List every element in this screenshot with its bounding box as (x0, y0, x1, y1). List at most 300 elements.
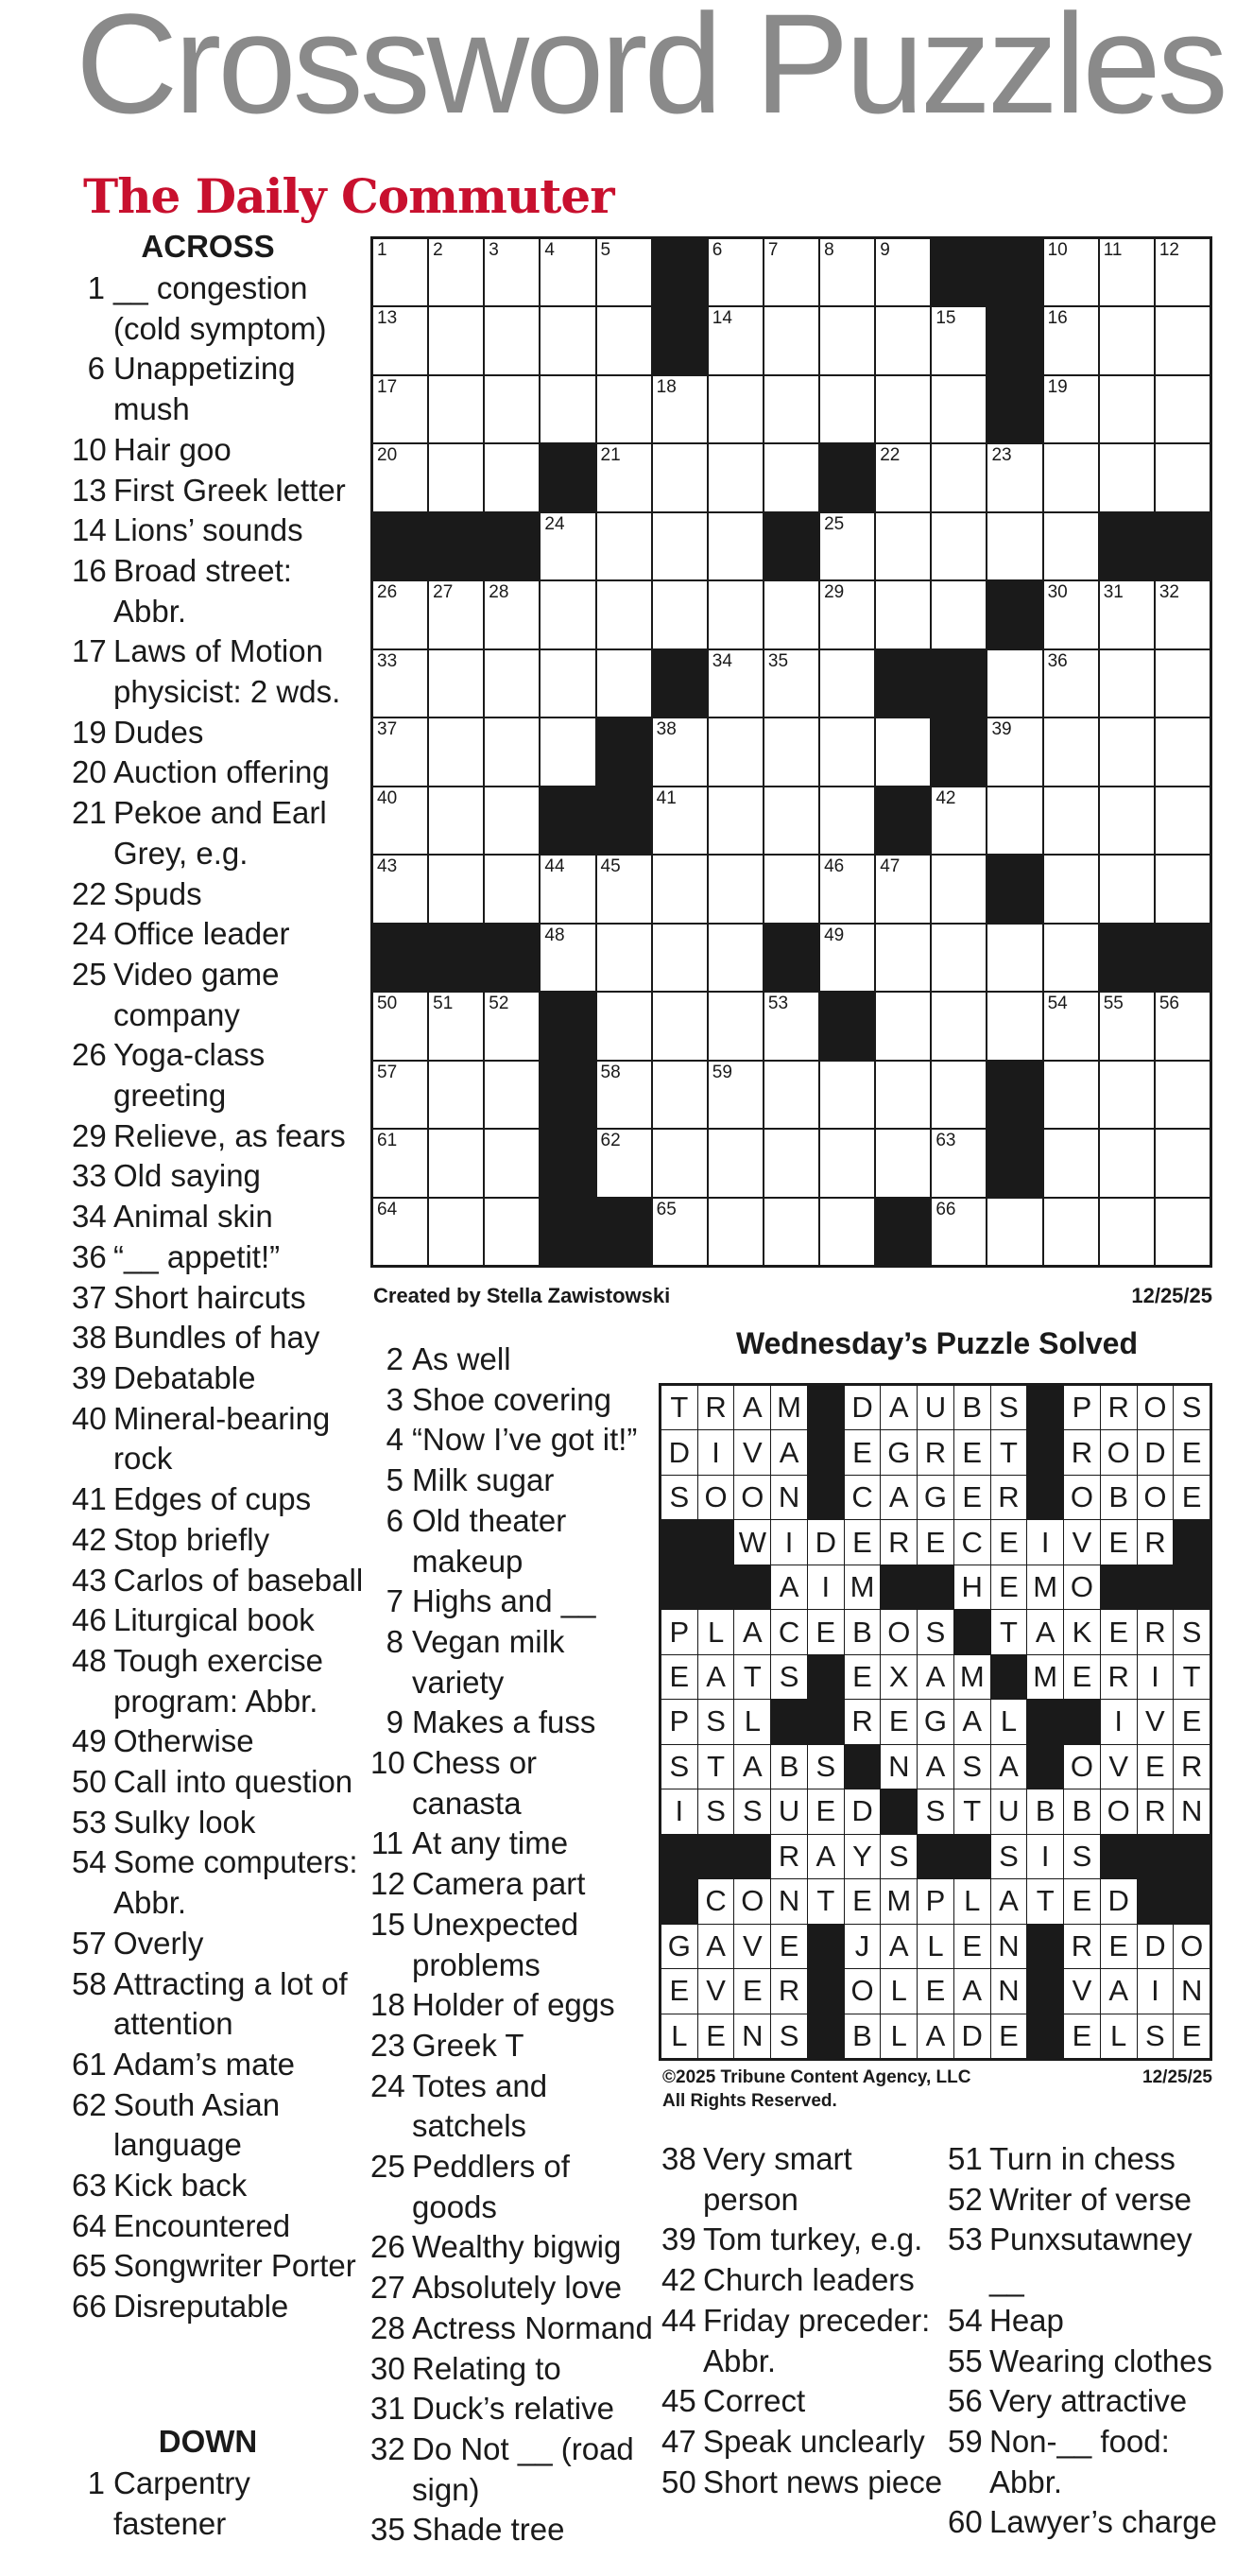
solution-block (808, 1386, 844, 1429)
grid-cell[interactable] (1100, 1130, 1154, 1196)
clue-item (72, 1399, 365, 1479)
grid-cell[interactable] (1156, 718, 1210, 785)
grid-cell[interactable] (1156, 307, 1210, 373)
clue-number: 59 (948, 2423, 983, 2459)
grid-cell[interactable] (820, 1062, 874, 1128)
grid-cell[interactable] (820, 307, 874, 373)
grid-cell[interactable] (373, 787, 427, 854)
grid-block (987, 581, 1041, 648)
column-title: The Daily Commuter (83, 168, 614, 224)
grid-cell[interactable] (820, 239, 874, 305)
grid-block (1100, 513, 1154, 579)
clue-item (72, 1358, 365, 1399)
grid-cell[interactable] (932, 581, 986, 648)
grid-cell[interactable] (764, 1062, 818, 1128)
grid-cell[interactable] (764, 239, 818, 305)
cell-number: 65 (656, 1199, 677, 1219)
grid-cell[interactable] (1100, 787, 1154, 854)
grid-cell[interactable] (1156, 787, 1210, 854)
clue-item (72, 1156, 365, 1197)
grid-cell[interactable] (597, 993, 651, 1059)
grid-cell[interactable] (653, 1130, 707, 1196)
clue-number: 37 (72, 1279, 107, 1315)
crossword-grid[interactable] (370, 236, 1212, 1268)
grid-cell[interactable] (820, 1199, 874, 1265)
solution-cell: T (1027, 1879, 1063, 1923)
grid-cell[interactable] (1100, 307, 1154, 373)
solution-block (1174, 1835, 1210, 1878)
grid-cell[interactable] (597, 376, 651, 442)
clue-number: 51 (948, 2141, 983, 2176)
clue-text: South Asian language (113, 2086, 281, 2163)
grid-cell[interactable] (709, 993, 763, 1059)
grid-cell[interactable] (820, 650, 874, 717)
clue-number: 65 (72, 2248, 107, 2284)
grid-cell[interactable] (820, 856, 874, 922)
grid-cell[interactable] (485, 376, 539, 442)
grid-cell[interactable] (876, 1130, 930, 1196)
clue-item (72, 631, 365, 712)
clue-text: Church leaders (703, 2262, 915, 2298)
grid-cell[interactable] (1044, 650, 1098, 717)
grid-cell[interactable] (373, 239, 427, 305)
cell-number: 27 (433, 582, 454, 603)
grid-cell[interactable] (987, 993, 1041, 1059)
grid-cell[interactable] (541, 581, 594, 648)
clue-text: Duck’s relative (412, 2391, 614, 2427)
clue-text: Some computers: Abbr. (113, 1844, 358, 1921)
grid-cell[interactable] (653, 1199, 707, 1265)
grid-cell[interactable] (764, 650, 818, 717)
clue-number: 42 (72, 1521, 107, 1557)
grid-cell[interactable] (373, 307, 427, 373)
solution-cell: L (881, 1969, 917, 2013)
grid-cell[interactable] (485, 1062, 539, 1128)
grid-cell[interactable] (373, 650, 427, 717)
solution-cell: I (698, 1430, 734, 1474)
grid-cell[interactable] (1044, 856, 1098, 922)
grid-cell[interactable] (764, 718, 818, 785)
grid-cell[interactable] (653, 856, 707, 922)
grid-cell[interactable] (764, 856, 818, 922)
grid-cell[interactable] (653, 513, 707, 579)
grid-cell[interactable] (876, 581, 930, 648)
grid-cell[interactable] (876, 1062, 930, 1128)
grid-cell[interactable] (429, 718, 483, 785)
cell-number: 40 (377, 787, 398, 808)
solution-cell: O (734, 1879, 770, 1923)
grid-cell[interactable] (1044, 1130, 1098, 1196)
grid-cell[interactable] (932, 993, 986, 1059)
grid-cell[interactable] (429, 1062, 483, 1128)
solution-block (661, 1565, 697, 1609)
clue-text: “__ appetit!” (113, 1238, 281, 1274)
grid-cell[interactable] (485, 1130, 539, 1196)
grid-cell[interactable] (1100, 856, 1154, 922)
grid-cell[interactable] (1156, 444, 1210, 510)
clue-number: 58 (72, 1965, 107, 2001)
grid-cell[interactable] (709, 1130, 763, 1196)
down-clue-list (370, 1340, 654, 2550)
grid-cell[interactable] (1044, 993, 1098, 1059)
grid-cell[interactable] (373, 856, 427, 922)
solution-cell: R (1101, 1655, 1137, 1699)
grid-cell[interactable] (541, 376, 594, 442)
clue-item (370, 1824, 654, 1864)
grid-cell[interactable] (597, 1062, 651, 1128)
grid-cell[interactable] (541, 856, 594, 922)
grid-cell[interactable] (597, 239, 651, 305)
grid-cell[interactable] (653, 1062, 707, 1128)
clue-item (72, 471, 365, 511)
clue-text: Old theater makeup (412, 1502, 567, 1579)
solution-block (1138, 1565, 1174, 1609)
grid-cell[interactable] (876, 718, 930, 785)
solution-cell: A (954, 1969, 990, 2013)
grid-cell[interactable] (820, 376, 874, 442)
grid-cell[interactable] (820, 581, 874, 648)
clue-item (72, 2206, 365, 2247)
grid-cell[interactable] (429, 787, 483, 854)
solution-cell: V (1064, 1520, 1100, 1564)
grid-cell[interactable] (485, 307, 539, 373)
solution-block (1174, 1879, 1210, 1923)
grid-cell[interactable] (932, 787, 986, 854)
grid-cell[interactable] (597, 650, 651, 717)
clue-item (72, 551, 365, 631)
grid-cell[interactable] (1156, 376, 1210, 442)
clue-text: Lawyer’s charge (989, 2504, 1217, 2540)
grid-cell[interactable] (541, 513, 594, 579)
grid-cell[interactable] (987, 650, 1041, 717)
grid-cell[interactable] (429, 650, 483, 717)
cell-number: 9 (880, 240, 890, 260)
grid-cell[interactable] (764, 1199, 818, 1265)
grid-cell[interactable] (764, 787, 818, 854)
grid-cell[interactable] (764, 307, 818, 373)
grid-cell[interactable] (653, 376, 707, 442)
solution-block (954, 1835, 990, 1878)
solution-cell: V (698, 1969, 734, 2013)
grid-cell[interactable] (709, 718, 763, 785)
grid-cell[interactable] (541, 239, 594, 305)
grid-cell[interactable] (1100, 650, 1154, 717)
clue-text: Milk sugar (412, 1462, 555, 1498)
grid-cell[interactable] (709, 239, 763, 305)
grid-cell[interactable] (1156, 1199, 1210, 1265)
solution-cell: S (734, 1789, 770, 1833)
grid-cell[interactable] (764, 1130, 818, 1196)
grid-cell[interactable] (373, 1199, 427, 1265)
solution-block (1101, 1835, 1137, 1878)
solution-cell: D (808, 1520, 844, 1564)
clue-text: Writer of verse (989, 2181, 1192, 2217)
grid-cell[interactable] (597, 513, 651, 579)
grid-cell[interactable] (373, 718, 427, 785)
clue-number: 52 (948, 2181, 983, 2217)
grid-cell[interactable] (597, 856, 651, 922)
solution-cell: L (954, 1879, 990, 1923)
solution-cell: X (881, 1655, 917, 1699)
solution-date: 12/25/25 (1142, 2067, 1212, 2087)
grid-cell[interactable] (653, 993, 707, 1059)
solution-cell: E (1174, 1430, 1210, 1474)
grid-cell[interactable] (1100, 718, 1154, 785)
clue-item (72, 1762, 365, 1803)
grid-cell[interactable] (373, 993, 427, 1059)
solution-cell: T (1174, 1655, 1210, 1699)
grid-cell[interactable] (1100, 239, 1154, 305)
grid-cell[interactable] (709, 307, 763, 373)
grid-cell[interactable] (709, 444, 763, 510)
grid-cell[interactable] (932, 444, 986, 510)
clue-item (948, 2301, 1222, 2342)
grid-cell[interactable] (429, 581, 483, 648)
solution-cell: R (1174, 1745, 1210, 1789)
clue-number: 64 (72, 2207, 107, 2243)
grid-cell[interactable] (1100, 581, 1154, 648)
grid-cell[interactable] (1156, 856, 1210, 922)
grid-cell[interactable] (429, 856, 483, 922)
grid-cell[interactable] (932, 513, 986, 579)
grid-cell[interactable] (1156, 650, 1210, 717)
grid-cell[interactable] (876, 376, 930, 442)
grid-cell[interactable] (876, 513, 930, 579)
grid-cell[interactable] (485, 444, 539, 510)
grid-cell[interactable] (1044, 787, 1098, 854)
grid-cell[interactable] (987, 444, 1041, 510)
clue-number: 26 (72, 1037, 107, 1073)
grid-cell[interactable] (1044, 1199, 1098, 1265)
clue-number: 1 (87, 270, 105, 305)
grid-cell[interactable] (709, 513, 763, 579)
grid-cell[interactable] (373, 581, 427, 648)
clue-text: Lions’ sounds (113, 512, 303, 548)
clue-text: Short news piece (703, 2464, 943, 2499)
cell-number: 17 (377, 376, 398, 397)
solution-cell: L (661, 2014, 697, 2058)
solution-cell: A (918, 1745, 953, 1789)
grid-cell[interactable] (1044, 581, 1098, 648)
grid-cell[interactable] (429, 239, 483, 305)
grid-cell[interactable] (876, 925, 930, 991)
grid-cell[interactable] (653, 925, 707, 991)
grid-block (1100, 925, 1154, 991)
grid-cell[interactable] (1156, 1062, 1210, 1128)
grid-cell[interactable] (820, 718, 874, 785)
grid-cell[interactable] (820, 925, 874, 991)
solution-cell: S (881, 1835, 917, 1878)
grid-cell[interactable] (429, 376, 483, 442)
grid-cell[interactable] (1044, 444, 1098, 510)
clue-number: 2 (386, 1341, 403, 1376)
solution-block (698, 1565, 734, 1609)
grid-cell[interactable] (876, 239, 930, 305)
grid-cell[interactable] (1044, 376, 1098, 442)
grid-cell[interactable] (1100, 444, 1154, 510)
cell-number: 32 (1159, 582, 1179, 603)
grid-cell[interactable] (709, 376, 763, 442)
clue-item (72, 2085, 365, 2166)
grid-cell[interactable] (541, 650, 594, 717)
clue-number: 42 (661, 2262, 696, 2298)
grid-cell[interactable] (1100, 993, 1154, 1059)
grid-cell[interactable] (1156, 993, 1210, 1059)
grid-cell[interactable] (1044, 925, 1098, 991)
grid-cell[interactable] (876, 993, 930, 1059)
grid-cell[interactable] (1156, 239, 1210, 305)
grid-cell[interactable] (541, 925, 594, 991)
cell-number: 22 (880, 445, 901, 466)
grid-cell[interactable] (485, 239, 539, 305)
grid-cell[interactable] (987, 925, 1041, 991)
grid-cell[interactable] (485, 1199, 539, 1265)
grid-cell[interactable] (1044, 718, 1098, 785)
clue-number: 33 (72, 1158, 107, 1194)
solution-block (734, 1565, 770, 1609)
grid-cell[interactable] (1044, 307, 1098, 373)
grid-cell[interactable] (709, 581, 763, 648)
grid-cell[interactable] (597, 581, 651, 648)
clue-number: 19 (72, 714, 107, 750)
grid-block (764, 513, 818, 579)
grid-cell[interactable] (764, 444, 818, 510)
grid-cell[interactable] (373, 1130, 427, 1196)
grid-cell[interactable] (597, 444, 651, 510)
grid-cell[interactable] (764, 376, 818, 442)
grid-cell[interactable] (764, 581, 818, 648)
solution-cell: V (1101, 1745, 1137, 1789)
grid-cell[interactable] (485, 787, 539, 854)
clue-item (72, 713, 365, 753)
grid-cell[interactable] (653, 718, 707, 785)
grid-cell[interactable] (987, 513, 1041, 579)
grid-cell[interactable] (709, 856, 763, 922)
grid-cell[interactable] (1044, 239, 1098, 305)
solution-block (808, 1476, 844, 1519)
grid-cell[interactable] (541, 718, 594, 785)
clue-text: Unexpected problems (412, 1906, 579, 1982)
grid-cell[interactable] (653, 581, 707, 648)
clue-item (370, 1461, 654, 1501)
clue-text: Wealthy bigwig (412, 2229, 622, 2265)
clue-number: 10 (72, 431, 107, 467)
clue-number: 45 (661, 2383, 696, 2419)
solution-block (734, 1835, 770, 1878)
grid-cell[interactable] (932, 1062, 986, 1128)
grid-cell[interactable] (987, 1199, 1041, 1265)
grid-cell[interactable] (653, 787, 707, 854)
grid-cell[interactable] (373, 376, 427, 442)
clue-item (72, 2045, 365, 2085)
cell-number: 55 (1103, 994, 1124, 1014)
grid-cell[interactable] (820, 787, 874, 854)
grid-cell[interactable] (1044, 1062, 1098, 1128)
grid-cell[interactable] (932, 376, 986, 442)
clue-text: Makes a fuss (412, 1704, 596, 1740)
grid-cell[interactable] (932, 1199, 986, 1265)
grid-cell[interactable] (1044, 513, 1098, 579)
solution-cell: V (734, 1925, 770, 1968)
grid-cell[interactable] (373, 1062, 427, 1128)
grid-cell[interactable] (709, 1199, 763, 1265)
solution-cell: D (661, 1430, 697, 1474)
grid-cell[interactable] (597, 1130, 651, 1196)
grid-cell[interactable] (485, 718, 539, 785)
grid-cell[interactable] (429, 1199, 483, 1265)
solution-cell: E (1101, 1610, 1137, 1653)
grid-cell[interactable] (709, 650, 763, 717)
solution-cell: A (734, 1386, 770, 1429)
grid-cell[interactable] (709, 925, 763, 991)
grid-cell[interactable] (987, 718, 1041, 785)
grid-cell[interactable] (932, 1130, 986, 1196)
grid-cell[interactable] (876, 856, 930, 922)
grid-cell[interactable] (1156, 581, 1210, 648)
grid-cell[interactable] (485, 993, 539, 1059)
grid-block (373, 513, 427, 579)
solution-block (1101, 1565, 1137, 1609)
grid-cell[interactable] (653, 444, 707, 510)
grid-cell[interactable] (876, 307, 930, 373)
clue-number: 24 (370, 2067, 405, 2103)
grid-cell[interactable] (932, 925, 986, 991)
grid-cell[interactable] (1100, 1199, 1154, 1265)
grid-cell[interactable] (764, 993, 818, 1059)
solution-cell: E (845, 1879, 881, 1923)
grid-cell[interactable] (1100, 1062, 1154, 1128)
clue-number: 27 (370, 2270, 405, 2306)
solution-cell: O (698, 1476, 734, 1519)
grid-cell[interactable] (541, 307, 594, 373)
grid-cell[interactable] (597, 925, 651, 991)
grid-cell[interactable] (1100, 376, 1154, 442)
clue-text: Call into question (113, 1764, 353, 1800)
grid-cell[interactable] (820, 1130, 874, 1196)
solution-cell: T (991, 1610, 1027, 1653)
grid-cell[interactable] (429, 307, 483, 373)
grid-cell[interactable] (709, 787, 763, 854)
clue-text: Spuds (113, 875, 202, 911)
grid-cell[interactable] (373, 444, 427, 510)
grid-cell[interactable] (485, 856, 539, 922)
grid-cell[interactable] (820, 513, 874, 579)
solution-cell: O (1101, 1430, 1137, 1474)
clue-item (72, 1641, 365, 1721)
grid-cell[interactable] (429, 444, 483, 510)
grid-cell[interactable] (429, 993, 483, 1059)
cell-number: 14 (712, 308, 732, 329)
grid-cell[interactable] (1156, 1130, 1210, 1196)
grid-cell[interactable] (597, 307, 651, 373)
grid-cell[interactable] (709, 1062, 763, 1128)
grid-cell[interactable] (485, 650, 539, 717)
down-clue-list-start (72, 2464, 365, 2544)
grid-cell[interactable] (876, 444, 930, 510)
solution-cell: I (1101, 1700, 1137, 1743)
grid-cell[interactable] (429, 1130, 483, 1196)
clue-number: 39 (661, 2222, 696, 2257)
clue-item (661, 2381, 945, 2422)
grid-cell[interactable] (932, 856, 986, 922)
solution-cell: R (881, 1520, 917, 1564)
cell-number: 38 (656, 719, 677, 740)
grid-cell[interactable] (485, 581, 539, 648)
clue-text: “Now I’ve got it!” (412, 1422, 638, 1458)
grid-cell[interactable] (932, 307, 986, 373)
grid-cell[interactable] (987, 787, 1041, 854)
solution-cell: G (918, 1700, 953, 1743)
